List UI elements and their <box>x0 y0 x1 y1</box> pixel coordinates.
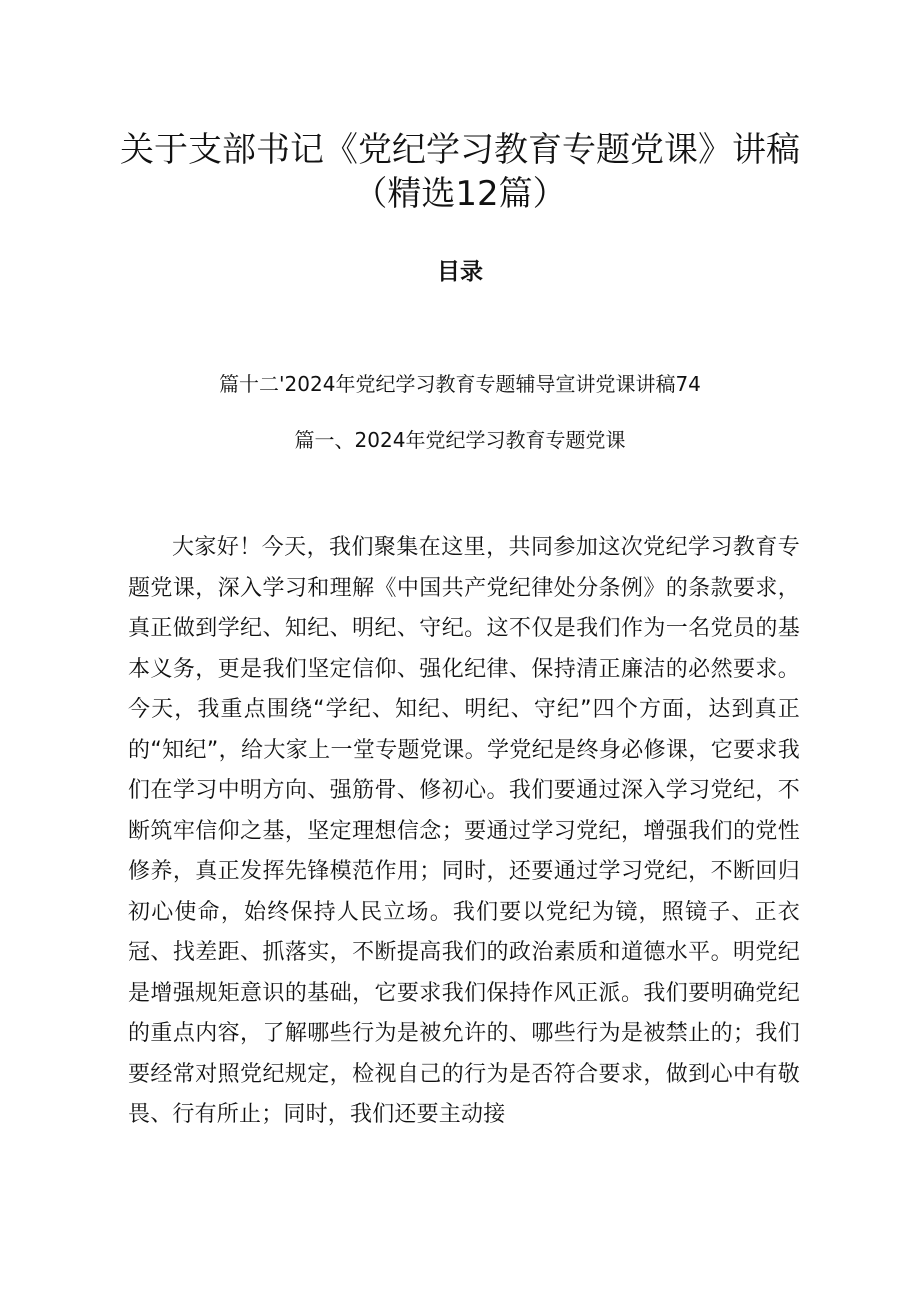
toc-heading: 目录 <box>437 259 483 285</box>
toc-entry-part-12[interactable]: 篇十二'2024年党纪学习教育专题辅导宣讲党课讲稿74 <box>219 372 701 396</box>
document-title-line2: （精选12篇） <box>353 174 567 214</box>
body-paragraph: 大家好！今天，我们聚集在这里，共同参加这次党纪学习教育专题党课，深入学习和理解《中国共产党纪律处分条例》的条款要求，真正做到学纪、知纪、明纪、守纪。这不仅是我们作为一名党员的基本义务，更是我们坚定信仰、强化纪律、保持清正廉洁的必然要求。今天，我重点围绕“学纪、知纪、明纪、守纪”四个方面，达到真正的“知纪”，给大家上一堂专题党课。学党纪是终身必修课，它要求我们在学习中明方向、强筋骨、修初心。我们要通过深入学习党纪，不断筑牢信仰之基，坚定理想信念；要通过学习党纪，增强我们的党性修养，真正发挥先锋模范作用；同时，还要通过学习党纪，不断回归初心使命，始终保持人民立场。我们要以党纪为镜，照镜子、正衣冠、找差距、抓落实，不断提高我们的政治素质和道德水平。明党纪是增强规矩意识的基础，它要求我们保持作风正派。我们要明确党纪的重点内容，了解哪些行为是被允许的、哪些行为是被禁止的；我们要经常对照党纪规定，检视自己的行为是否符合要求，做到心中有敬畏、行有所止；同时，我们还要主动接 <box>128 535 800 1127</box>
toc-entry-part-1[interactable]: 篇一、2024年党纪学习教育专题党课 <box>294 428 626 452</box>
document-title-line1: 关于支部书记《党纪学习教育专题党课》讲稿 <box>120 130 800 170</box>
